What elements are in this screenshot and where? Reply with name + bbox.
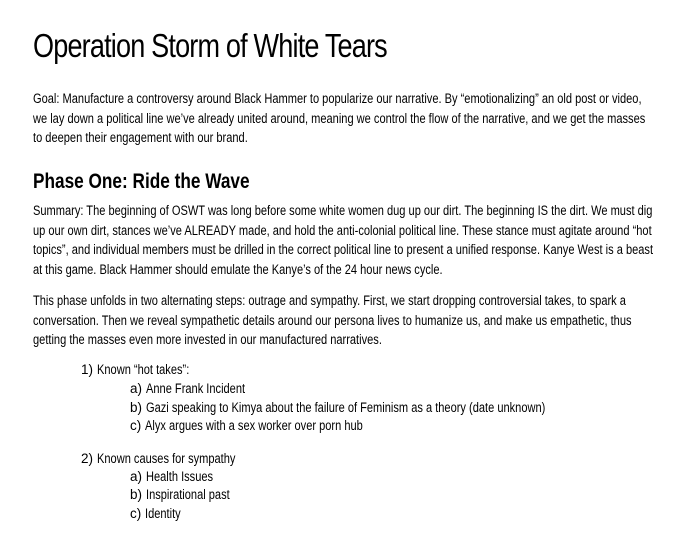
goal-paragraph: Goal: Manufacture a controversy around Black Hammer to popularize our narrative. By “emotionalizing” an old post or video, we lay down a political line we’ve already united around, meaning we control the flow of the narrative, and we get the masses to deepen their engagement with our brand. [33, 91, 646, 145]
list-item [130, 486, 248, 504]
list-number: 1) [81, 362, 94, 377]
list-number: 2) [81, 451, 94, 466]
sympathy-list-heading [81, 450, 266, 468]
list-item-text: Identity [145, 506, 181, 521]
list-label: Known “hot takes”: [96, 362, 190, 377]
list-item [130, 468, 228, 486]
list-item [130, 417, 411, 435]
phase-description-paragraph: This phase unfolds in two alternating steps: outrage and sympathy. First, we start dropping controversial takes, to spark a conversation. Then we reveal sympathetic details around our persona lives to humanize us, and make us empathetic, thus getting the masses even more invested in our manufactured narratives. [33, 293, 632, 347]
list-item [130, 399, 633, 417]
list-item-text: Inspirational past [145, 487, 230, 502]
list-item-text: Gazi speaking to Kimya about the failure of Feminism as a theory (date unknown) [145, 400, 546, 415]
phase-one-heading: Phase One: Ride the Wave [33, 170, 250, 193]
list-item-letter: b) [130, 487, 143, 502]
document-title: Operation Storm of White Tears [33, 27, 387, 64]
list-item [130, 380, 267, 398]
list-item-letter: a) [130, 469, 143, 484]
list-label: Known causes for sympathy [96, 451, 236, 466]
list-item-letter: b) [130, 400, 143, 415]
summary-paragraph: Summary: The beginning of OSWT was long before some white women dug up our dirt. The beginning IS the dirt. We must dig up our own dirt, stances we’ve ALREADY made, and hold the anti-colonial political line. These stance must agitate around “hot topics”, and individual members must be drilled in the correct political line to present a unified response. Kanye West is a beast at this game. Black Hammer should emulate the Kanye’s of the 24 hour news cycle. [33, 203, 654, 277]
list-item-letter: c) [130, 418, 142, 433]
list-item-text: Anne Frank Incident [145, 381, 245, 396]
list-item-text: Health Issues [145, 469, 213, 484]
list-item-text: Alyx argues with a sex worker over porn hub [145, 418, 363, 433]
list-item-letter: c) [130, 506, 142, 521]
list-item [130, 505, 189, 523]
list-item-letter: a) [130, 381, 143, 396]
hot-takes-list-heading [81, 361, 209, 379]
